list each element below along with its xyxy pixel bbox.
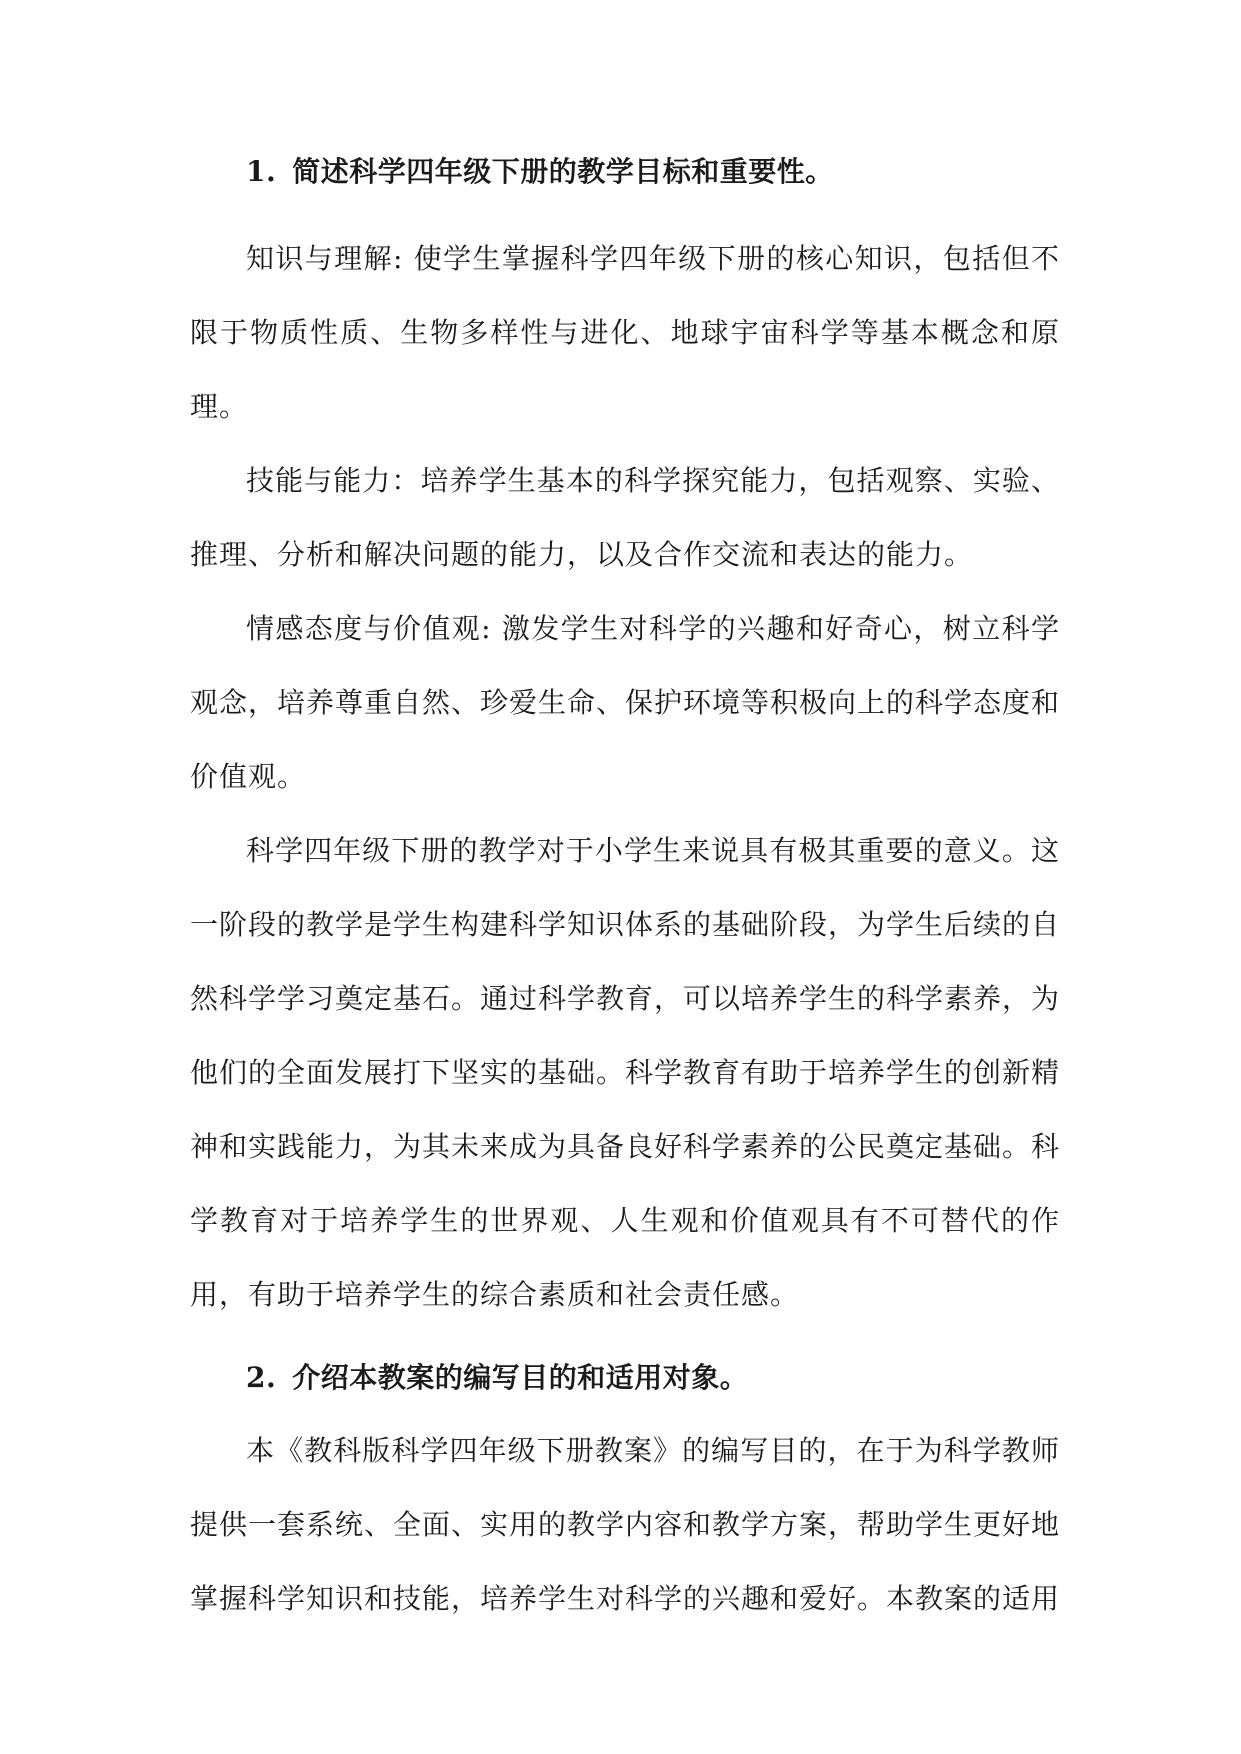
section-number: 1. <box>246 155 277 188</box>
paragraph-purpose: 本《教科版科学四年级下册教案》的编写目的，在于为科学教师提供一套系统、全面、实用的教学内容和教学方案，帮助学生更好地掌握科学知识和技能，培养学生对科学的兴趣和爱好。本教案的适用 <box>190 1434 1061 1615</box>
paragraph-knowledge: 知识与理解: 使学生掌握科学四年级下册的核心知识，包括但不限于物质性质、生物多样性与进化、地球宇宙科学等基本概念和原理。 <box>190 242 1060 423</box>
section-title: 简述科学四年级下册的教学目标和重要性。 <box>292 155 834 188</box>
paragraph-attitude: 情感态度与价值观: 激发学生对科学的兴趣和好奇心，树立科学观念，培养尊重自然、珍爱生命、保护环境等积极向上的科学态度和价值观。 <box>190 612 1061 793</box>
paragraph-skills: 技能与能力：培养学生基本的科学探究能力，包括观察、实验、推理、分析和解决问题的能力，以及合作交流和表达的能力。 <box>190 464 1060 571</box>
page-content <box>190 148 1060 1636</box>
paragraph-importance: 科学四年级下册的教学对于小学生来说具有极其重要的意义。这一阶段的教学是学生构建科学知识体系的基础阶段，为学生后续的自然科学学习奠定基石。通过科学教育，可以培养学生的科学素养，为他们的全面发展打下坚实的基础。科学教育有助于培养学生的创新精神和实践能力，为其未来成为具备良好科学素养的公民奠定基础。科学教育对于培养学生的世界观、人生观和价值观具有不可替代的作用，有助于培养学生的综合素质和社会责任感。 <box>190 834 1061 1311</box>
section-heading-1 <box>190 148 1060 196</box>
section-title: 介绍本教案的编写目的和适用对象。 <box>292 1361 749 1394</box>
section-heading-2 <box>190 1354 1060 1402</box>
section-number: 2. <box>246 1361 277 1394</box>
